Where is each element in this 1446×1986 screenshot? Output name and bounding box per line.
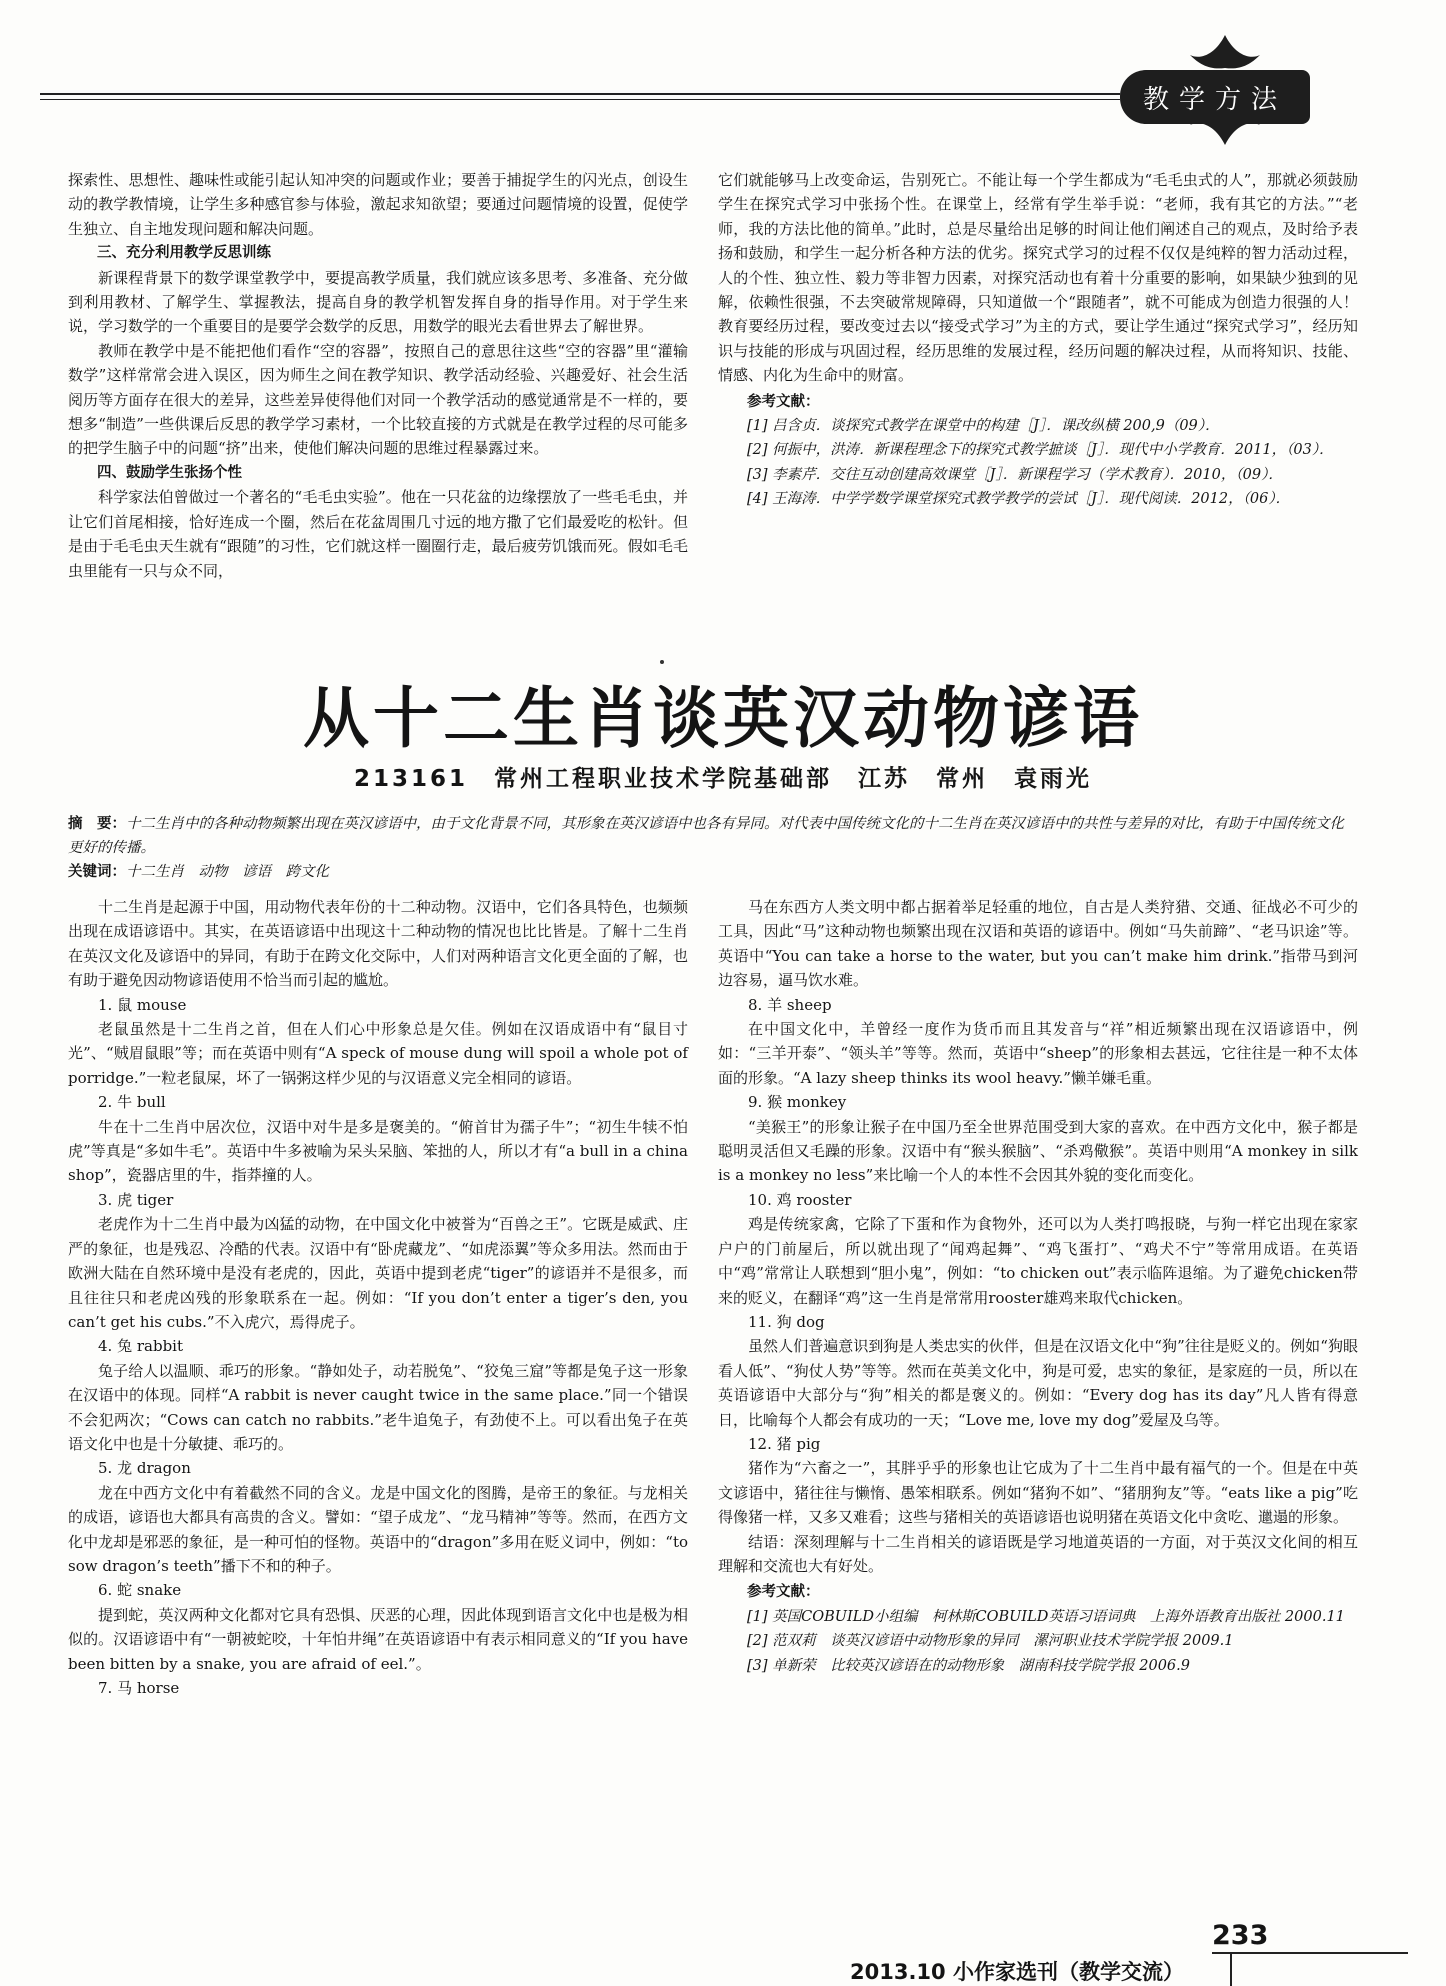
reference-item: [2] 范双莉 谈英汉谚语中动物形象的异同 漯河职业技术学院学报 2009.1 <box>747 1633 1234 1650</box>
paragraph: 在中国文化中，羊曾经一度作为货币而且其发音与“祥”相近频繁出现在汉语谚语中，例如：“三羊开泰”、“领头羊”等等。然而，英语中“sheep”的形象相去甚远，它往往是一种不太体面的形象。“A lazy sheep thinks its wool heavy.”懒羊嫌毛重。 <box>718 1020 1358 1087</box>
references-heading: 参考文献： <box>747 1584 820 1601</box>
top-left-column <box>68 168 688 583</box>
paragraph: “美猴王”的形象让猴子在中国乃至全世界范围受到大家的喜欢。在中西方文化中，猴子都是聪明灵活但又毛躁的形象。汉语中有“猴头猴脑”、“杀鸡儆猴”。英语中则用“A monkey in silk is a monkey no less”来比喻一个人的本性不会因其外貌的变化而变化。 <box>718 1117 1358 1185</box>
paragraph: 龙在中西方文化中有着截然不同的含义。龙是中国文化的图腾，是帝王的象征。与龙相关的成语，谚语也大都具有高贵的含义。譬如：“望子成龙”、“龙马精神”等等。然而，在西方文化中龙却是邪恶的象征，是一种可怕的怪物。英语中的“dragon”多用在贬义词中，例如：“to sow dragon’s teeth”播下不和的种子。 <box>68 1483 688 1575</box>
paragraph: 教师在教学中是不能把他们看作“空的容器”，按照自己的意思往这些“空的容器”里“灌输数学”这样常常会进入误区，因为师生之间在教学知识、教学活动经验、兴趣爱好、社会生活阅历等方面存在很大的差异，这些差异使得他们对同一个教学活动的感觉通常是不一样的，要想多“制造”一些供课后反思的教学学习素材，一个比较直接的方式就是在教学过程的尽可能多的把学生脑子中的问题“挤”出来，使他们解决问题的思维过程暴露过来。 <box>68 341 688 458</box>
reference-item: [4] 王海涛．中学学数学课堂探究式教学教学的尝试［J］．现代阅读．2012，（06）． <box>747 491 1291 508</box>
footer-rule <box>1212 1952 1408 1954</box>
reference-item: [2] 何振中，洪涛．新课程理念下的探究式教学摭谈［J］．现代中小学教育．2011，（03）． <box>747 442 1334 459</box>
zodiac-heading-pig: 12. 猪 pig <box>748 1434 821 1453</box>
zodiac-heading-dog: 11. 狗 dog <box>748 1312 825 1331</box>
section-tag-label: 教学方法 <box>1142 84 1287 115</box>
keywords <box>68 860 1358 884</box>
paragraph: 鸡是传统家禽，它除了下蛋和作为食物外，还可以为人类打鸣报晓，与狗一样它出现在家家户户的门前屋后，所以就出现了“闻鸡起舞”、“鸡飞蛋打”、“鸡犬不宁”等常用成语。在英语中“鸡”常常让人联想到“胆小鬼”，例如：“to chicken out”表示临阵退缩。为了避免chicken带来的贬义，在翻译“鸡”这一生肖是常常用rooster雄鸡来取代chicken。 <box>718 1215 1358 1307</box>
references-heading: 参考文献： <box>747 393 820 410</box>
top-right-column <box>718 168 1358 512</box>
journal-issue: 2013.10 小作家选刊（教学交流） <box>850 1960 1184 1984</box>
paragraph: 牛在十二生肖中居次位，汉语中对牛是多是褒美的。“俯首甘为孺子牛”；“初生牛犊不怕虎”等真是“多如牛毛”。英语中牛多被喻为呆头呆脑、笨拙的人，所以才有“a bull in a china shop”，瓷器店里的牛，指莽撞的人。 <box>68 1117 688 1185</box>
zodiac-heading-dragon: 5. 龙 dragon <box>98 1459 191 1478</box>
abstract-text: 十二生肖中的各种动物频繁出现在英汉谚语中，由于文化背景不同，其形象在英汉谚语中也各有异同。对代表中国传统文化的十二生肖在英汉谚语中的共性与差异的对比，有助于中国传统文化更好的传播。 <box>68 816 1344 856</box>
zodiac-heading-mouse: 1. 鼠 mouse <box>98 995 187 1014</box>
abstract <box>68 812 1358 860</box>
article-title: 从十二生肖谈英汉动物谚语 <box>303 680 1143 757</box>
keywords-label: 关键词： <box>68 864 126 880</box>
section-tag <box>1120 70 1310 124</box>
article-right-column <box>718 895 1358 1678</box>
zodiac-heading-sheep: 8. 羊 sheep <box>748 995 832 1014</box>
paragraph: 提到蛇，英汉两种文化都对它具有恐惧、厌恶的心理，因此体现到语言文化中也是极为相似的。汉语谚语中有“一朝被蛇咬，十年怕井绳”在英语谚语中有表示相同意义的“If you have been bitten by a snake, you are afraid of eel.”。 <box>68 1605 688 1673</box>
abstract-block <box>68 812 1358 884</box>
section-heading: 四、鼓励学生张扬个性 <box>97 464 242 481</box>
paragraph: 新课程背景下的数学课堂教学中，要提高教学质量，我们就应该多思考、多准备、充分做到利用教材、了解学生、掌握教法，提高自身的教学机智发挥自身的指导作用。对于学生来说，学习数学的一个重要目的是要学会数学的反思，用数学的眼光去看世界去了解世界。 <box>68 268 688 336</box>
zodiac-heading-bull: 2. 牛 bull <box>98 1093 166 1112</box>
author-line: 213161 常州工程职业技术学院基础部 江苏 常州 袁雨光 <box>353 766 1093 792</box>
reference-item: [1] 英国COBUILD小组编 柯林斯COBUILD英语习语词典 上海外语教育出版社 2000.11 <box>747 1608 1345 1625</box>
paragraph: 马在东西方人类文明中都占据着举足轻重的地位，自古是人类狩猎、交通、征战必不可少的工具，因此“马”这种动物也频繁出现在汉语和英语的谚语中。例如“马失前蹄”、“老马识途”等。英语中“You can take a horse to the water, but you can’t make him drink.”指带马到河边容易，逼马饮水难。 <box>718 898 1358 990</box>
abstract-label: 摘 要： <box>68 816 126 832</box>
zodiac-heading-snake: 6. 蛇 snake <box>98 1581 182 1600</box>
reference-item: [1] 吕含贞．谈探究式教学在课堂中的构建［J］．课改纵横 200,9（09）． <box>747 418 1220 435</box>
header-rule-thin <box>40 99 1120 100</box>
reference-item: [3] 李素芹．交往互动创建高效课堂［J］．新课程学习（学术教育）．2010，（09）． <box>747 466 1283 483</box>
article-left-column <box>68 895 688 1700</box>
paragraph: 探索性、思想性、趣味性或能引起认知冲突的问题或作业；要善于捕捉学生的闪光点，创设生动的教学教情境，让学生多种感官参与体验，激起求知欲望；要通过问题情境的设置，促使学生独立、自主地发现问题和解决问题。 <box>68 171 688 238</box>
keywords-text: 十二生肖 动物 谚语 跨文化 <box>126 864 329 880</box>
page-number: 233 <box>1212 1920 1269 1951</box>
zodiac-heading-horse: 7. 马 horse <box>98 1679 180 1697</box>
zodiac-heading-rabbit: 4. 兔 rabbit <box>98 1337 183 1356</box>
paragraph: 它们就能够马上改变命运，告别死亡。不能让每一个学生都成为“毛毛虫式的人”，那就必须鼓励学生在探究式学习中张扬个性。在课堂上，经常有学生举手说：“老师，我有其它的方法。”“老师，我的方法比他的简单。”此时，总是尽量给出足够的时间让他们阐述自己的观点，及时给予表扬和鼓励，和学生一起分析各种方法的优劣。探究式学习的过程不仅仅是纯粹的智力活动过程，人的个性、独立性、毅力等非智力因素，对探究活动也有着十分重要的影响，如果缺少独到的见解，依赖性很强，不去突破常规障碍，只知道做一个“跟随者”，就不可能成为创造力很强的人！教育要经历过程，要改变过去以“接受式学习”为主的方式，要让学生通过“探究式学习”，经历知识与技能的形成与巩固过程，经历思维的发展过程，经历问题的解决过程，从而将知识、技能、情感、内化为生命中的财富。 <box>718 171 1358 385</box>
paragraph: 猪作为“六畜之一”，其胖乎乎的形象也让它成为了十二生肖中最有福气的一个。但是在中英文谚语中，猪往往与懒惰、愚笨相联系。例如“猪狗不如”、“猪朋狗友”等。“eats like a pig”吃得像猪一样，又多又难看；这些与猪相关的英语谚语也说明猪在英语文化中贪吃、邋遢的形象。 <box>718 1459 1358 1527</box>
paragraph: 兔子给人以温顺、乖巧的形象。“静如处子，动若脱兔”、“狡兔三窟”等都是兔子这一形象在汉语中的体现。同样“A rabbit is never caught twice in the same place.”同一个错误不会犯两次；“Cows can catch no rabbits.”老牛追兔子，有劲使不上。可以看出兔子在英语文化中也是十分敏捷、乖巧的。 <box>68 1361 688 1453</box>
intro-paragraph: 十二生肖是起源于中国，用动物代表年份的十二种动物。汉语中，它们各具特色，也频频出现在成语谚语中。其实，在英语谚语中出现这十二种动物的情况也比比皆是。了解十二生肖在英汉文化及谚语中的异同，有助于在跨文化交际中，人们对两种语言文化更全面的了解，也有助于避免因动物谚语使用不恰当而引起的尴尬。 <box>68 898 688 990</box>
print-speck <box>660 660 664 664</box>
reference-item: [3] 单新荣 比较英汉谚语在的动物形象 湖南科技学院学报 2006.9 <box>747 1657 1190 1674</box>
zodiac-heading-rooster: 10. 鸡 rooster <box>748 1190 852 1209</box>
paragraph: 老鼠虽然是十二生肖之首，但在人们心中形象总是欠佳。例如在汉语成语中有“鼠目寸光”、“贼眉鼠眼”等；而在英语中则有“A speck of mouse dung will spoil a whole pot of porridge.”一粒老鼠屎，坏了一锅粥这样少见的与汉语意义完全相同的谚语。 <box>68 1020 688 1087</box>
paragraph: 科学家法伯曾做过一个著名的“毛毛虫实验”。他在一只花盆的边缘摆放了一些毛毛虫，并让它们首尾相接，恰好连成一个圈，然后在花盆周围几寸远的地方撒了它们最爱吃的松针。但是由于毛毛虫天生就有“跟随”的习性，它们就这样一圈圈行走，最后疲劳饥饿而死。假如毛毛虫里能有一只与众不同， <box>68 488 688 580</box>
conclusion: 结语：深刻理解与十二生肖相关的谚语既是学习地道英语的一方面，对于英汉文化间的相互理解和交流也大有好处。 <box>718 1532 1358 1575</box>
paragraph: 老虎作为十二生肖中最为凶猛的动物，在中国文化中被誉为“百兽之王”。它既是威武、庄严的象征，也是残忍、冷酷的代表。汉语中有“卧虎藏龙”、“如虎添翼”等众多用法。然而由于欧洲大陆在自然环境中是没有老虎的，因此，英语中提到老虎“tiger”的谚语并不是很多，而且往往只和老虎凶残的形象联系在一起。例如：“If you don’t enter a tiger’s den, you can’t get his cubs.”不入虎穴，焉得虎子。 <box>68 1215 688 1331</box>
zodiac-heading-tiger: 3. 虎 tiger <box>98 1190 174 1209</box>
section-heading: 三、充分利用教学反思训练 <box>97 245 271 262</box>
footer-rule-vertical <box>1230 1952 1232 1986</box>
header-rule <box>40 93 1120 95</box>
zodiac-heading-monkey: 9. 猴 monkey <box>748 1093 847 1112</box>
paragraph: 虽然人们普遍意识到狗是人类忠实的伙伴，但是在汉语文化中“狗”往往是贬义的。例如“狗眼看人低”、“狗仗人势”等等。然而在英美文化中，狗是可爱，忠实的象征，是家庭的一员，所以在英语谚语中大部分与“狗”相关的都是褒义的。例如：“Every dog has its day”凡人皆有得意日，比喻每个人都会有成功的一天；“Love me, love my dog”爱屋及乌等。 <box>718 1337 1358 1429</box>
